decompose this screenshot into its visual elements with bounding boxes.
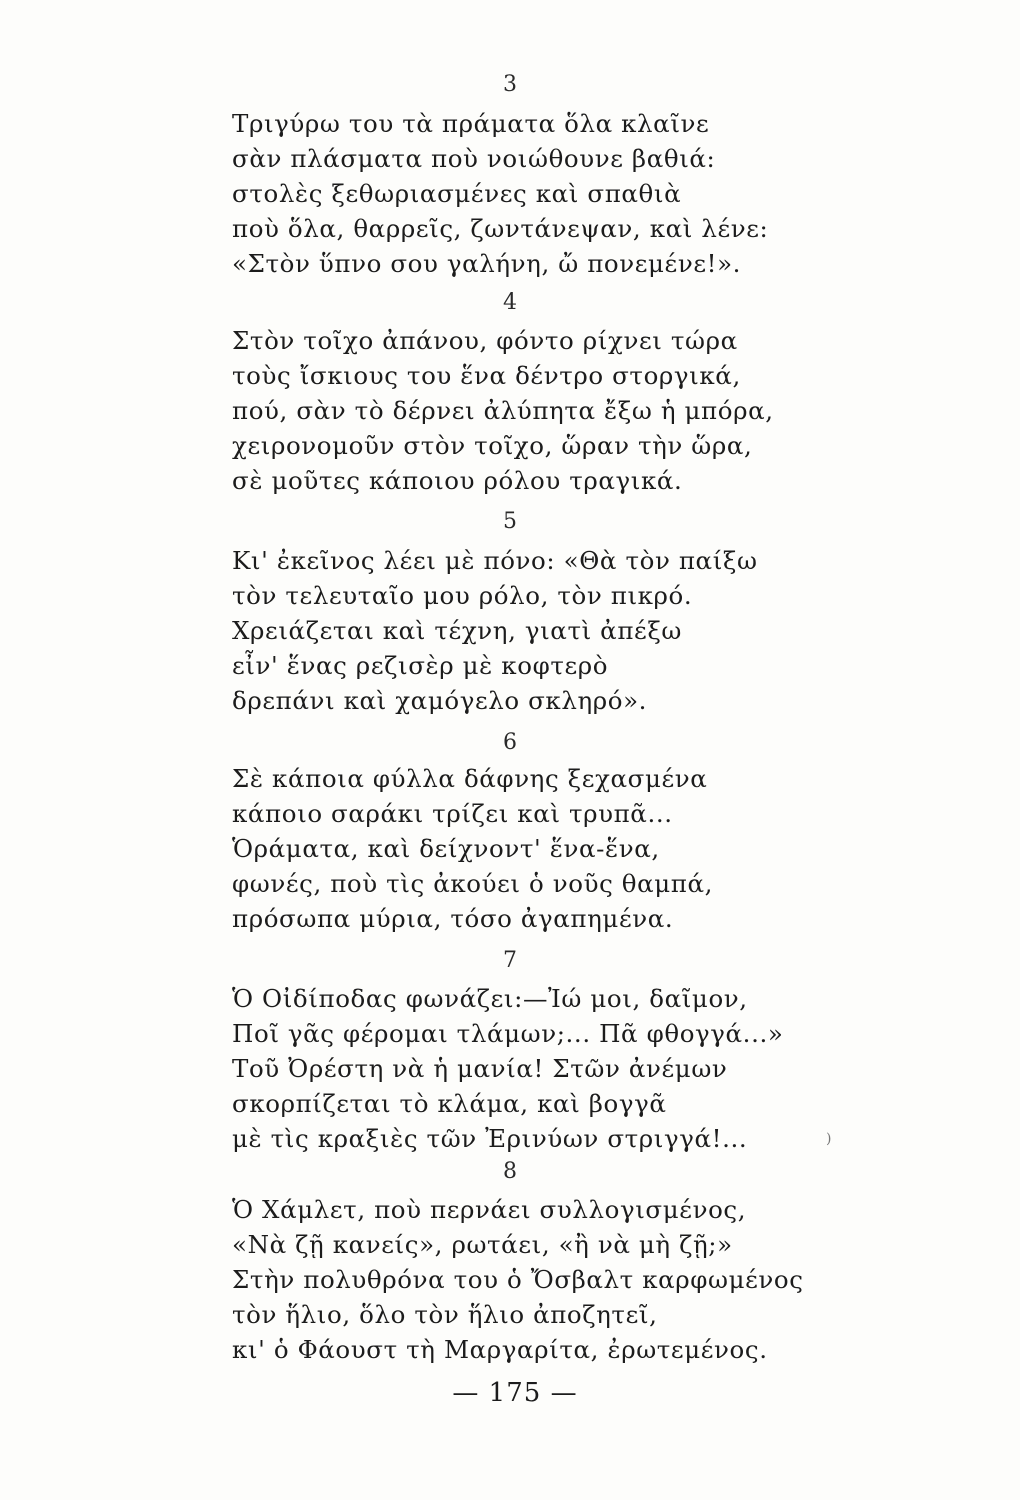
verse-line: Χρειάζεται καὶ τέχνη, γιατὶ ἀπέξω: [232, 616, 682, 645]
stanza: [232, 981, 852, 1156]
verse-line: Τοῦ Ὀρέστη νὰ ἡ μανία! Στῶν ἀνέμων: [232, 1054, 728, 1083]
stanza-number: 5: [503, 509, 517, 534]
verse-line: πρόσωπα μύρια, τόσο ἀγαπημένα.: [232, 904, 674, 933]
page-number: — 175 —: [452, 1378, 578, 1408]
verse-line: Τριγύρω του τὰ πράματα ὅλα κλαῖνε: [232, 109, 710, 138]
verse-line: «Στὸν ὕπνο σου γαλήνη, ὤ πονεμένε!».: [232, 249, 742, 278]
verse-line: «Νὰ ζῇ κανείς», ρωτάει, «ἢ νὰ μὴ ζῇ;»: [232, 1230, 733, 1259]
verse-line: Κι' ἐκεῖνος λέει μὲ πόνο: «Θὰ τὸν παίξω: [232, 546, 758, 575]
verse-line: Ὁ Χάμλετ, ποὺ περνάει συλλογισμένος,: [232, 1195, 747, 1224]
stanza-number: 8: [503, 1159, 517, 1184]
stanza: [232, 1192, 852, 1367]
stanza: [232, 323, 852, 498]
stanza: [232, 543, 852, 718]
verse-line: στολὲς ξεθωριασμένες καὶ σπαθιὰ: [232, 179, 682, 208]
verse-line: Στὴν πολυθρόνα του ὁ Ὄσβαλτ καρφωμένος: [232, 1265, 804, 1294]
verse-line: κι' ὁ Φάουστ τὴ Μαργαρίτα, ἐρωτεμένος.: [232, 1335, 768, 1364]
verse-line: τὸν τελευταῖο μου ρόλο, τὸν πικρό.: [232, 581, 693, 610]
verse-line: σὲ μοῦτες κάποιου ρόλου τραγικά.: [232, 466, 683, 495]
verse-line: Ὁράματα, καὶ δείχνοντ' ἕνα-ἕνα,: [232, 834, 660, 863]
stanza: [232, 761, 852, 936]
verse-line: χειρονομοῦν στὸν τοῖχο, ὥραν τὴν ὥρα,: [232, 431, 753, 460]
verse-line: Σὲ κάποια φύλλα δάφνης ξεχασμένα: [232, 764, 708, 793]
stanza: [232, 106, 852, 281]
stanza-number: 4: [503, 290, 517, 315]
stray-mark: ): [826, 1131, 832, 1147]
verse-line: μὲ τὶς κραξιὲς τῶν Ἐρινύων στριγγά!...: [232, 1124, 748, 1153]
verse-line: τοὺς ἴσκιους του ἕνα δέντρο στοργικά,: [232, 361, 741, 390]
verse-line: Ὁ Οἰδίποδας φωνάζει:—Ἰώ μοι, δαῖμον,: [232, 984, 748, 1013]
verse-line: κάποιο σαράκι τρίζει καὶ τρυπᾶ...: [232, 799, 673, 828]
verse-line: φωνές, ποὺ τὶς ἀκούει ὁ νοῦς θαμπά,: [232, 869, 714, 898]
verse-line: σὰν πλάσματα ποὺ νοιώθουνε βαθιά:: [232, 144, 716, 173]
stanza-number: 7: [503, 948, 517, 973]
verse-line: τὸν ἥλιο, ὅλο τὸν ἥλιο ἀποζητεῖ,: [232, 1300, 658, 1329]
stanza-number: 6: [503, 730, 517, 755]
verse-line: Ποῖ γᾶς φέρομαι τλάμων;... Πᾶ φθογγά...»: [232, 1019, 784, 1048]
verse-line: ποὺ ὅλα, θαρρεῖς, ζωντάνεψαν, καὶ λένε:: [232, 214, 769, 243]
verse-line: πού, σὰν τὸ δέρνει ἀλύπητα ἔξω ἡ μπόρα,: [232, 396, 774, 425]
verse-line: σκορπίζεται τὸ κλάμα, καὶ βογγᾶ: [232, 1089, 667, 1118]
verse-line: δρεπάνι καὶ χαμόγελο σκληρό».: [232, 686, 648, 715]
stanza-number: 3: [503, 72, 517, 97]
verse-line: εἶν' ἕνας ρεζισὲρ μὲ κοφτερὸ: [232, 651, 609, 680]
verse-line: Στὸν τοῖχο ἀπάνου, φόντο ρίχνει τώρα: [232, 326, 738, 355]
